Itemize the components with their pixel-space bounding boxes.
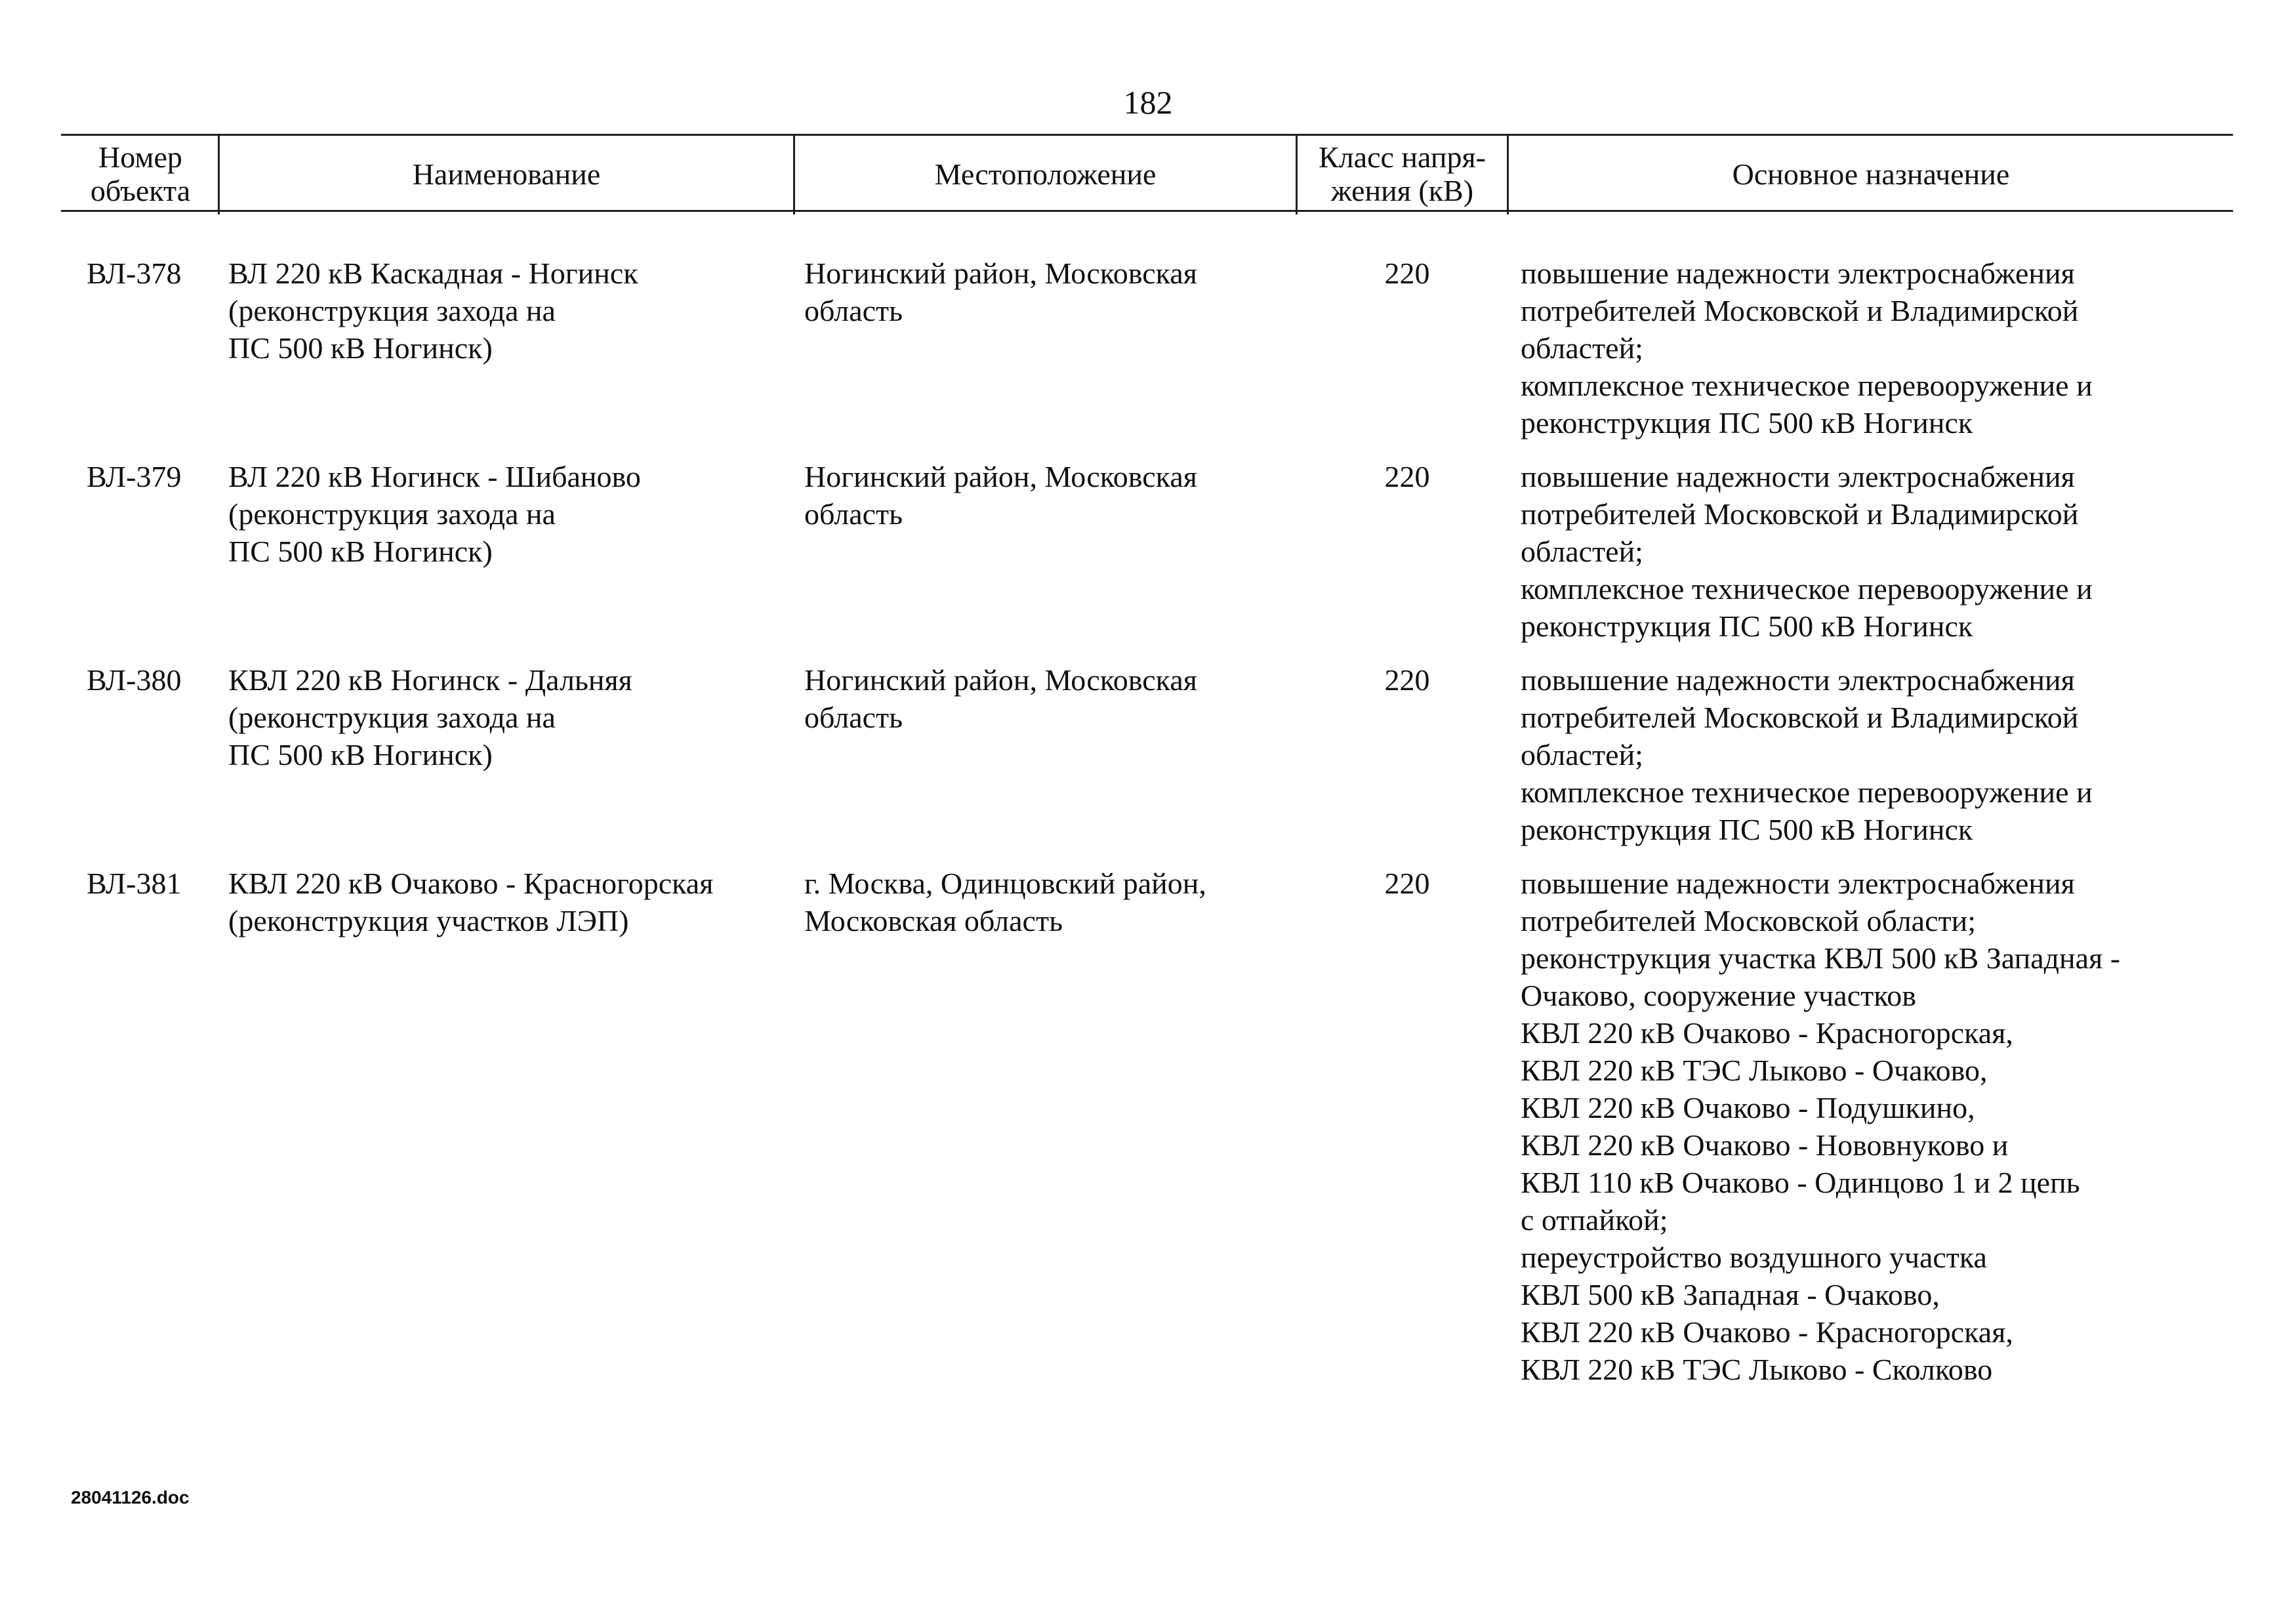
- object-location: Ногинский район, Московская область: [804, 663, 1197, 734]
- object-location: Ногинский район, Московская область: [804, 257, 1197, 327]
- header-voltage-class: Класс напря- жения (кВ): [1319, 140, 1486, 207]
- header-purpose: Основное назначение: [1732, 157, 2010, 191]
- voltage-class: 220: [1384, 867, 1430, 900]
- object-location: Ногинский район, Московская область: [804, 460, 1197, 531]
- header-location: Местоположение: [934, 157, 1157, 191]
- voltage-class: 220: [1384, 460, 1430, 493]
- header-name: Наименование: [412, 157, 601, 191]
- page-number: 182: [1123, 84, 1173, 121]
- voltage-class: 220: [1384, 257, 1430, 290]
- object-name: КВЛ 220 кВ Очаково - Красногорская (реконструкция участков ЛЭП): [228, 867, 714, 937]
- header-object-number: Номер объекта: [90, 140, 191, 207]
- object-location: г. Москва, Одинцовский район, Московская область: [804, 867, 1206, 937]
- object-number: ВЛ-379: [87, 460, 182, 493]
- object-name: КВЛ 220 кВ Ногинск - Дальняя (реконструкция захода на ПС 500 кВ Ногинск): [228, 663, 632, 771]
- object-purpose: повышение надежности электроснабжения потребителей Московской и Владимирской областей; комплексное техническое перевооружение и реконструкция ПС 500 кВ Ногинск: [1521, 460, 2093, 643]
- object-number: ВЛ-381: [87, 867, 182, 900]
- object-number: ВЛ-380: [87, 663, 182, 697]
- object-purpose: повышение надежности электроснабжения потребителей Московской и Владимирской областей; комплексное техническое перевооружение и реконструкция ПС 500 кВ Ногинск: [1521, 257, 2093, 440]
- document-filename: 28041126.doc: [71, 1487, 190, 1508]
- object-purpose: повышение надежности электроснабжения потребителей Московской и Владимирской областей; комплексное техническое перевооружение и реконструкция ПС 500 кВ Ногинск: [1521, 663, 2093, 846]
- object-purpose: повышение надежности электроснабжения потребителей Московской области; реконструкция участка КВЛ 500 кВ Западная - Очаково, сооружение участков КВЛ 220 кВ Очаково - Красногорская, КВЛ 220 кВ ТЭС Лыково - Очаково, КВЛ 220 кВ Очаково - Подушкино, КВЛ 220 кВ Очаково - Нововнуково и КВЛ 110 кВ Очаково - Одинцово 1 и 2 цепь с отпайкой; переустройство воздушного участка КВЛ 500 кВ Западная - Очаково, КВЛ 220 кВ Очаково - Красногорская, КВЛ 220 кВ ТЭС Лыково - Сколково: [1521, 867, 2121, 1386]
- object-number: ВЛ-378: [87, 257, 182, 290]
- object-name: ВЛ 220 кВ Каскадная - Ногинск (реконструкция захода на ПС 500 кВ Ногинск): [228, 257, 638, 365]
- voltage-class: 220: [1384, 663, 1430, 697]
- object-name: ВЛ 220 кВ Ногинск - Шибаново (реконструкция захода на ПС 500 кВ Ногинск): [228, 460, 641, 568]
